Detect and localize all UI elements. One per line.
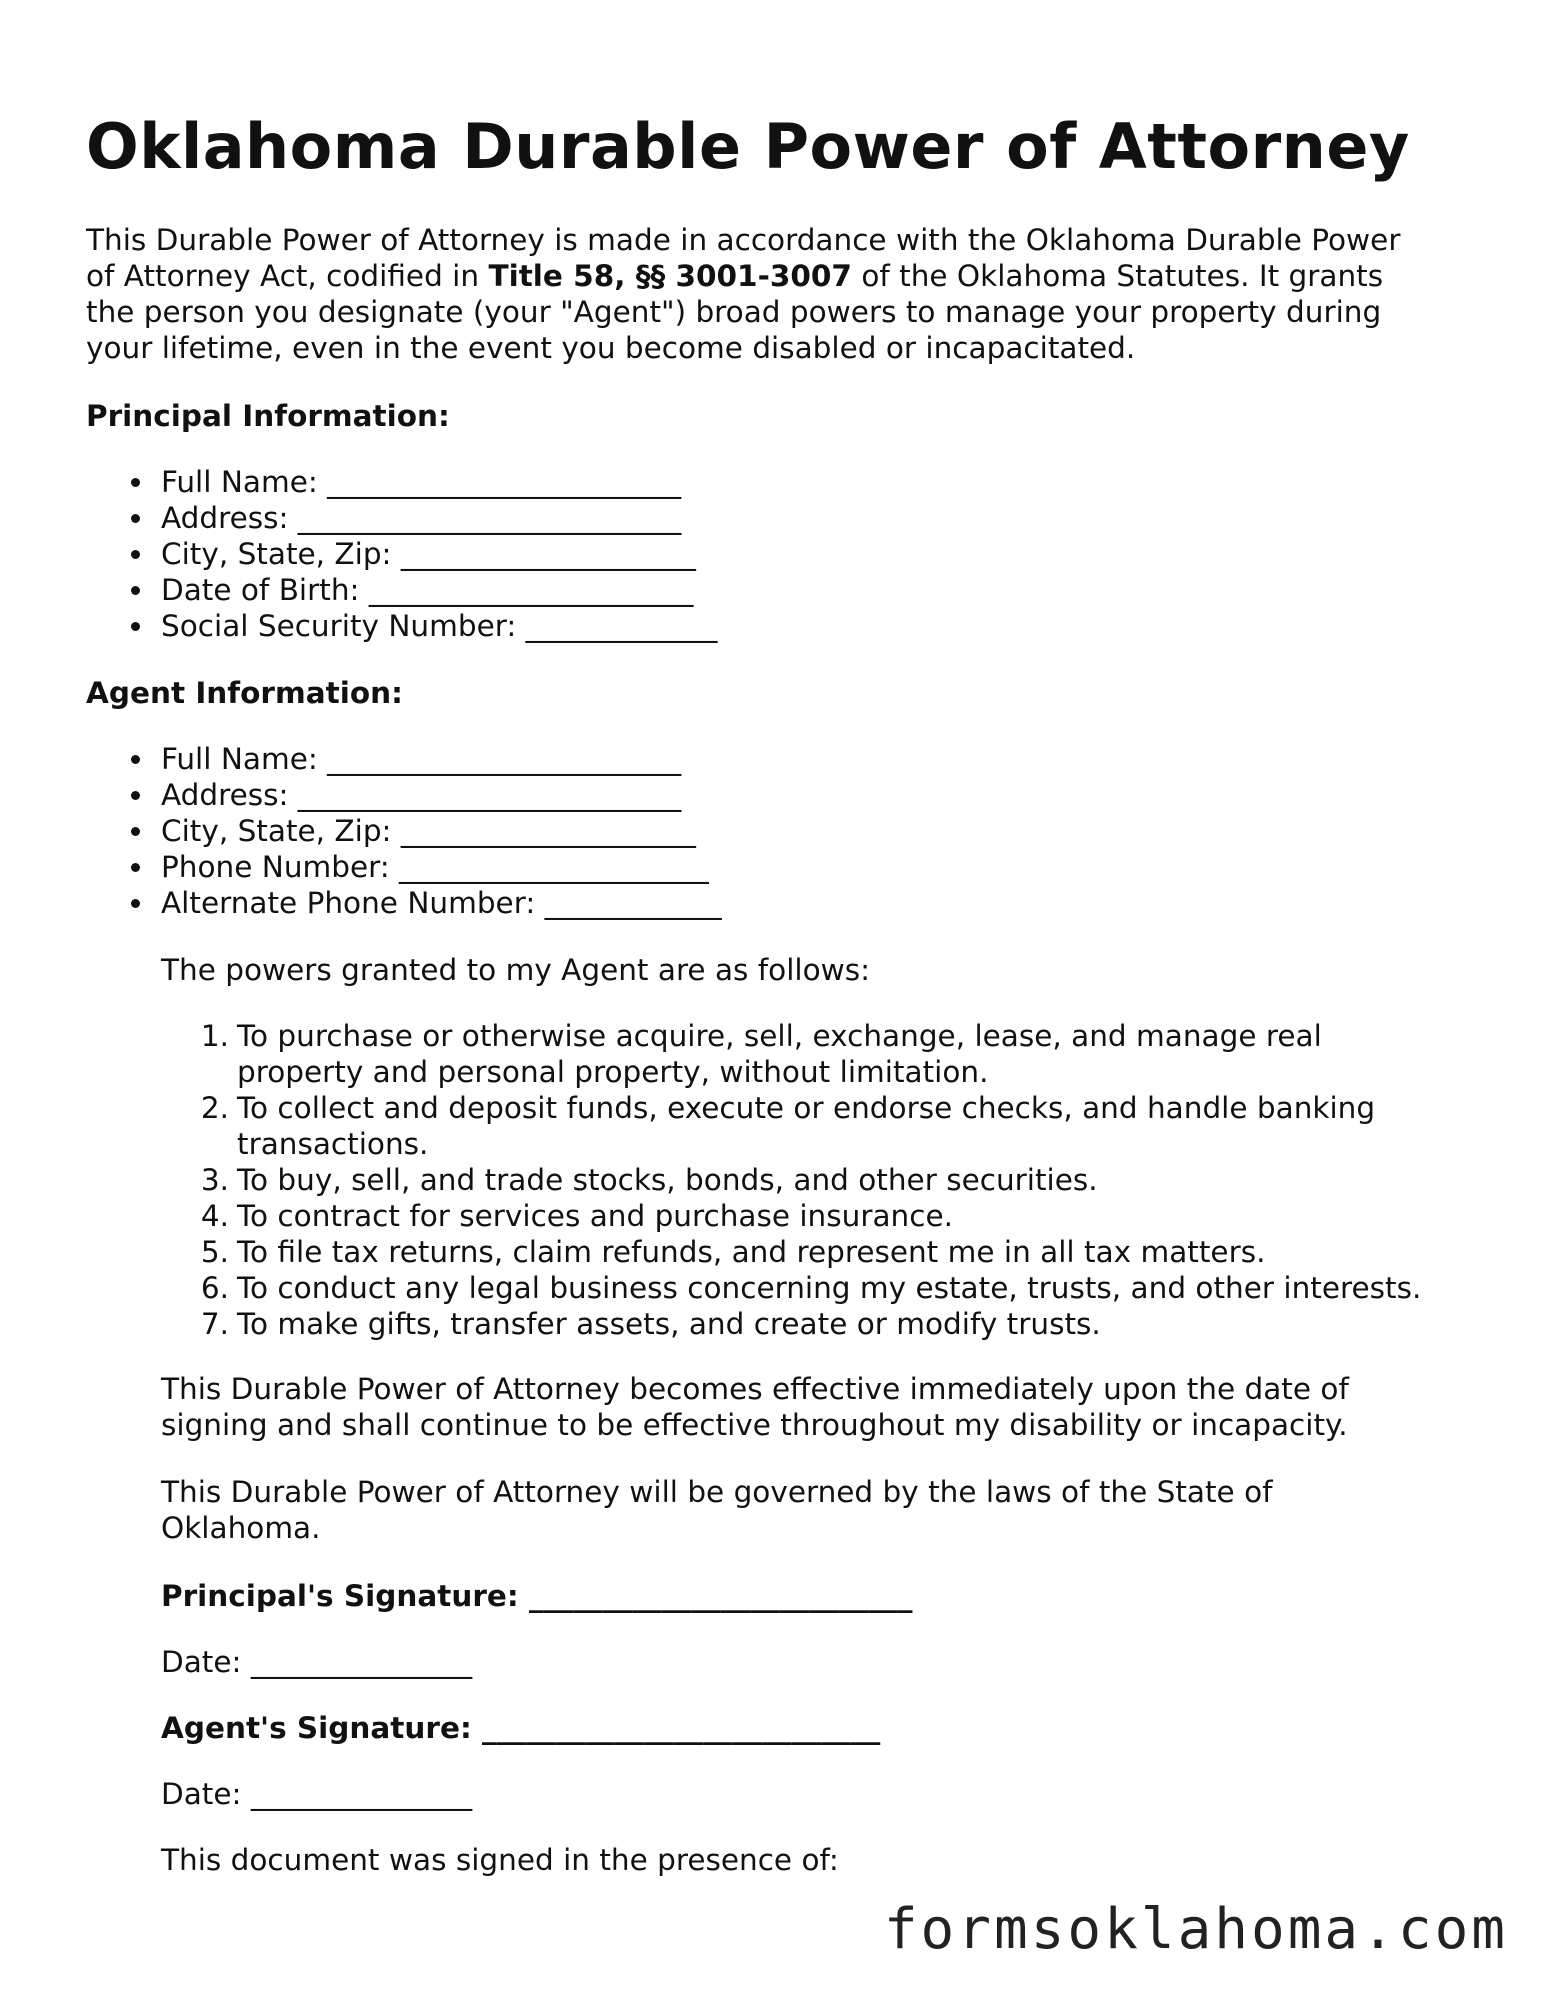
witness-statement: This document was signed in the presence of: [161,1843,839,1877]
power-item [161,1306,1421,1342]
intro-paragraph [86,222,1400,366]
principal-signature-blank[interactable]: __________________________ [529,1579,913,1613]
power-item [161,1018,1421,1090]
powers-list [161,1018,1421,1342]
principal-date-blank[interactable]: _______________ [250,1645,473,1679]
power-number: 4. [200,1199,229,1233]
agent-alternate-phone-field[interactable]: Alternate Phone Number: ____________ [86,885,722,921]
power-text: property and personal property, without limitation. [237,1055,989,1089]
power-text: To make gifts, transfer assets, and create or modify trusts. [237,1307,1101,1341]
agent-signature-line[interactable] [161,1710,880,1746]
principal-city-state-zip-field[interactable]: City, State, Zip: ____________________ [86,536,717,572]
principal-heading: Principal Information: [86,399,450,433]
agent-signature-blank[interactable]: ___________________________ [482,1711,881,1745]
power-number: 6. [200,1271,229,1305]
governing-law-paragraph [161,1474,1273,1546]
principal-signature-line[interactable] [161,1578,913,1614]
intro-line: your lifetime, even in the event you become disabled or incapacitated. [86,331,1136,365]
intro-line: This Durable Power of Attorney is made in accordance with the Oklahoma Durable Power [86,223,1401,257]
power-number: 1. [200,1019,229,1053]
agent-heading: Agent Information: [86,676,403,710]
date-label: Date: [161,1777,251,1811]
power-text: To buy, sell, and trade stocks, bonds, and other securities. [237,1163,1098,1197]
intro-text: of Attorney Act, codified in [86,259,489,293]
power-text: To conduct any legal business concerning my estate, trusts, and other interests. [237,1271,1422,1305]
agent-date-line[interactable] [161,1776,472,1812]
document-title: Oklahoma Durable Power of Attorney [86,110,1410,183]
principal-fields [86,464,717,644]
power-text: To file tax returns, claim refunds, and represent me in all tax matters. [237,1235,1266,1269]
effective-paragraph [161,1371,1349,1443]
principal-address-field[interactable]: Address: __________________________ [86,500,717,536]
intro-line: the person you designate (your "Agent") broad powers to manage your property during [86,295,1382,329]
agent-fields [86,741,722,921]
statute-citation: Title 58, §§ 3001-3007 [488,259,852,293]
governing-line: This Durable Power of Attorney will be governed by the laws of the State of [161,1475,1273,1509]
agent-city-state-zip-field[interactable]: City, State, Zip: ____________________ [86,813,722,849]
power-text: To purchase or otherwise acquire, sell, exchange, lease, and manage real [237,1019,1322,1053]
power-item [161,1198,1421,1234]
power-item [161,1090,1421,1162]
agent-signature-label: Agent's Signature: [161,1711,483,1745]
effective-line: signing and shall continue to be effective throughout my disability or incapacity. [161,1408,1348,1442]
power-item [161,1234,1421,1270]
principal-date-of-birth-field[interactable]: Date of Birth: ______________________ [86,572,717,608]
agent-phone-field[interactable]: Phone Number: _____________________ [86,849,722,885]
power-text: transactions. [237,1127,429,1161]
governing-line: Oklahoma. [161,1511,321,1545]
intro-line [86,258,1400,294]
site-watermark: formsoklahoma.com [883,1897,1508,1962]
power-item [161,1270,1421,1306]
agent-address-field[interactable]: Address: __________________________ [86,777,722,813]
principal-full-name-field[interactable]: Full Name: ________________________ [86,464,717,500]
power-text: To collect and deposit funds, execute or endorse checks, and handle banking [237,1091,1376,1125]
power-number: 2. [200,1091,229,1125]
principal-signature-label: Principal's Signature: [161,1579,529,1613]
powers-intro: The powers granted to my Agent are as follows: [161,953,871,987]
principal-date-line[interactable] [161,1644,472,1680]
agent-date-blank[interactable]: _______________ [250,1777,473,1811]
effective-line: This Durable Power of Attorney becomes effective immediately upon the date of [161,1372,1349,1406]
agent-full-name-field[interactable]: Full Name: ________________________ [86,741,722,777]
intro-text: of the Oklahoma Statutes. It grants [851,259,1384,293]
power-item [161,1162,1421,1198]
date-label: Date: [161,1645,251,1679]
principal-ssn-field[interactable]: Social Security Number: _____________ [86,608,717,644]
power-number: 5. [200,1235,229,1269]
power-number: 7. [200,1307,229,1341]
power-number: 3. [200,1163,229,1197]
power-text: To contract for services and purchase insurance. [237,1199,953,1233]
